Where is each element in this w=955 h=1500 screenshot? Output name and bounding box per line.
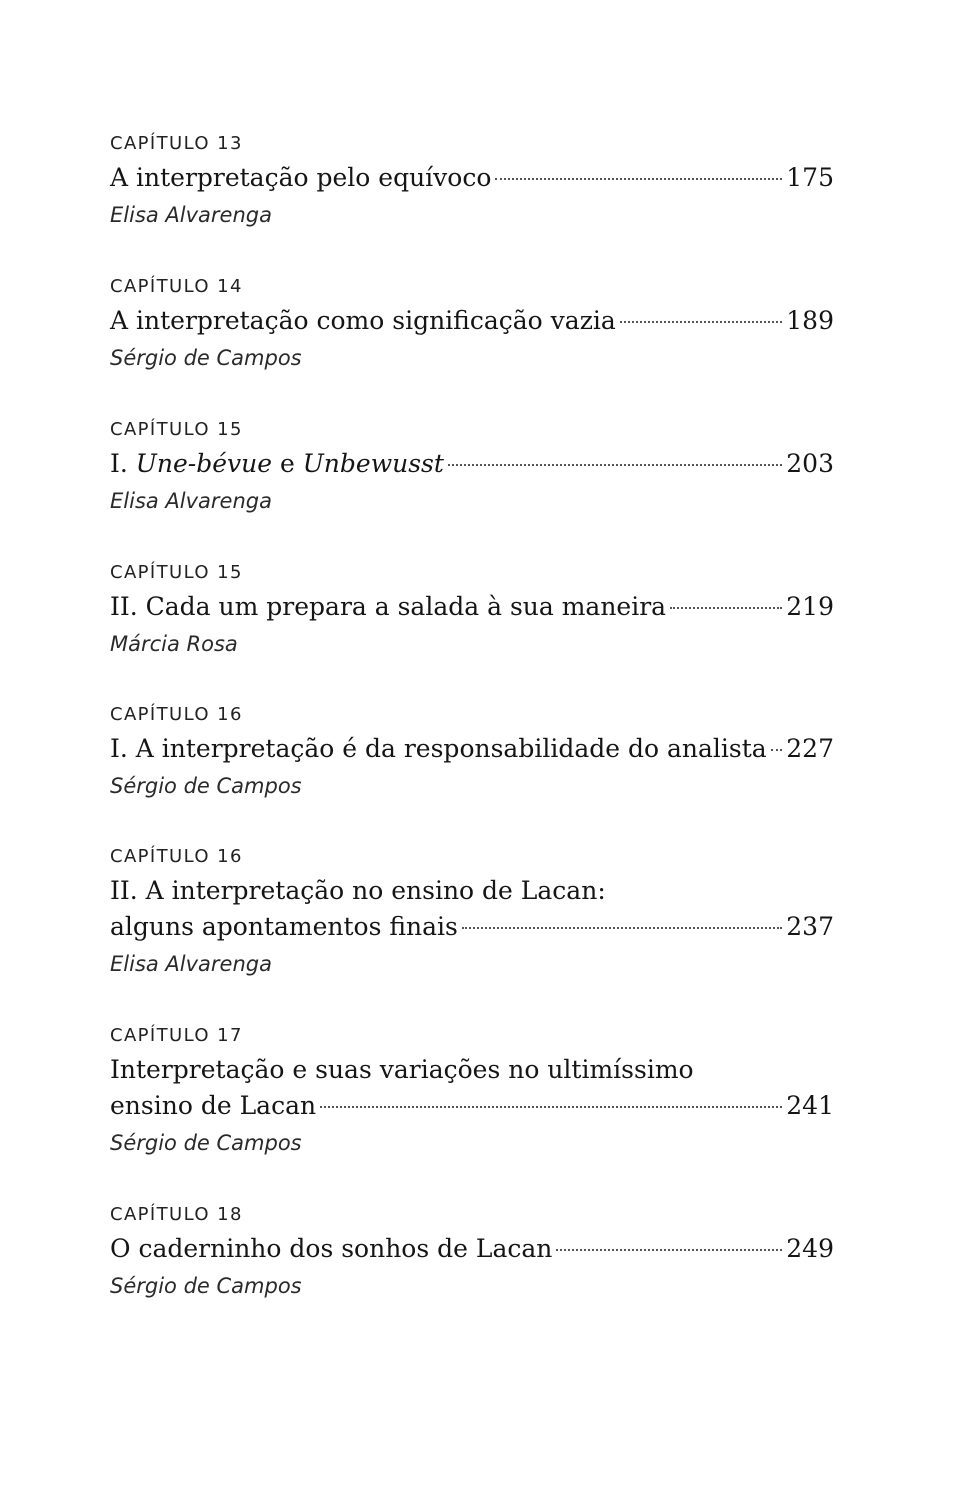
page-number: 189: [786, 306, 834, 335]
page-number: 237: [786, 912, 834, 941]
dot-leader: [620, 321, 783, 323]
dot-leader: [320, 1106, 782, 1108]
table-of-contents: [110, 128, 834, 1341]
chapter-title-text: [110, 446, 444, 482]
toc-entry: [110, 271, 834, 414]
chapter-author: Sérgio de Campos: [110, 1274, 302, 1298]
title-middle: e: [272, 449, 303, 478]
dot-leader: [670, 607, 782, 609]
page-number: 175: [786, 163, 834, 192]
dot-leader: [448, 464, 782, 466]
dot-leader: [771, 749, 783, 751]
title-italic-une-bevue: Une-bévue: [135, 449, 273, 478]
chapter-label: CAPÍTULO 15: [110, 419, 243, 440]
chapter-title[interactable]: [110, 731, 834, 767]
toc-entry: [110, 128, 834, 271]
chapter-title[interactable]: [110, 873, 834, 945]
chapter-title-text: I. A interpretação é da responsabilidade do analista: [110, 734, 767, 763]
chapter-title-text: A interpretação pelo equívoco: [110, 163, 492, 192]
chapter-title-line: Interpretação e suas variações no ultimíssimo: [110, 1055, 694, 1084]
title-italic-unbewusst: Unbewusst: [302, 449, 444, 478]
chapter-label: CAPÍTULO 17: [110, 1025, 243, 1046]
chapter-title[interactable]: [110, 1052, 834, 1124]
chapter-author: Sérgio de Campos: [110, 774, 302, 798]
chapter-title-text: ensino de Lacan: [110, 1091, 317, 1120]
chapter-title[interactable]: [110, 446, 834, 482]
chapter-title[interactable]: [110, 1231, 834, 1267]
toc-entry: [110, 1199, 834, 1341]
chapter-title-text: II. Cada um prepara a salada à sua maneira: [110, 592, 667, 621]
chapter-author: Elisa Alvarenga: [110, 952, 272, 976]
dot-leader: [556, 1249, 782, 1251]
chapter-title-text: O caderninho dos sonhos de Lacan: [110, 1234, 553, 1263]
page-number: 241: [786, 1091, 834, 1120]
title-prefix: I.: [110, 449, 136, 478]
chapter-label: CAPÍTULO 15: [110, 562, 243, 583]
chapter-author: Sérgio de Campos: [110, 346, 302, 370]
chapter-author: Márcia Rosa: [110, 632, 238, 656]
chapter-title[interactable]: [110, 160, 834, 196]
chapter-title-line: II. A interpretação no ensino de Lacan:: [110, 876, 606, 905]
toc-entry: [110, 841, 834, 1020]
chapter-author: Sérgio de Campos: [110, 1131, 302, 1155]
chapter-author: Elisa Alvarenga: [110, 489, 272, 513]
chapter-title[interactable]: [110, 589, 834, 625]
chapter-label: CAPÍTULO 13: [110, 133, 243, 154]
toc-entry: [110, 414, 834, 557]
page-number: 219: [786, 592, 834, 621]
chapter-label: CAPÍTULO 16: [110, 704, 243, 725]
chapter-title[interactable]: [110, 303, 834, 339]
page-number: 203: [786, 449, 834, 478]
chapter-label: CAPÍTULO 16: [110, 846, 243, 867]
dot-leader: [495, 178, 782, 180]
toc-entry: [110, 699, 834, 841]
chapter-title-text: A interpretação como significação vazia: [110, 306, 616, 335]
chapter-author: Elisa Alvarenga: [110, 203, 272, 227]
page-number: 227: [786, 734, 834, 763]
dot-leader: [462, 927, 782, 929]
chapter-label: CAPÍTULO 14: [110, 276, 243, 297]
toc-entry: [110, 1020, 834, 1199]
chapter-title-text: alguns apontamentos finais: [110, 912, 458, 941]
page-number: 249: [786, 1234, 834, 1263]
toc-entry: [110, 557, 834, 699]
chapter-label: CAPÍTULO 18: [110, 1204, 243, 1225]
